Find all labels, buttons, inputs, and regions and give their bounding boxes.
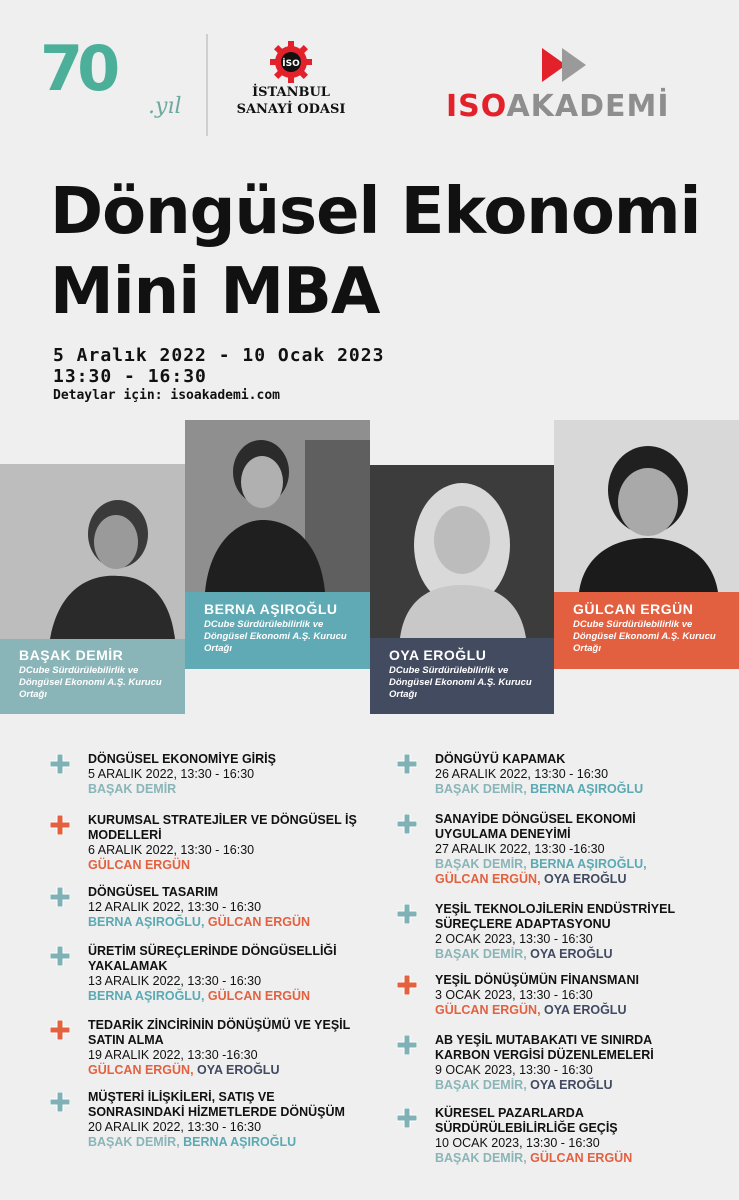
session-speaker-name: GÜLCAN ERGÜN <box>207 915 311 929</box>
session-title: KÜRESEL PAZARLARDA SÜRDÜRÜLEBİLİRLİĞE GEÇİŞ <box>435 1106 618 1135</box>
session-speaker-name: BAŞAK DEMİR <box>435 857 524 871</box>
session-speaker-name: GÜLCAN ERGÜN <box>207 989 311 1003</box>
akademi-logo-grey: AKADEMİ <box>506 89 670 124</box>
session-speaker-name: GÜLCAN ERGÜN <box>530 1151 633 1165</box>
session-speaker-name: BAŞAK DEMİR <box>435 782 524 796</box>
session-speaker-name: BERNA AŞIROĞLU <box>530 782 644 796</box>
page-title <box>50 172 700 332</box>
speaker-role: DCube Sürdürülebilirlik ve Döngüsel Ekonomi A.Ş. Kurucu Ortağı <box>389 665 532 700</box>
session-item <box>397 1033 697 1093</box>
speaker-name: BERNA AŞIROĞLU <box>204 601 338 617</box>
session-date: 13 ARALIK 2022, 13:30 - 16:30 <box>88 974 262 988</box>
seventieth-year-logo <box>40 32 190 133</box>
anniversary-suffix: .yıl <box>148 94 182 119</box>
session-speaker-name: BERNA AŞIROĞLU <box>88 989 201 1003</box>
speaker-photo-berna <box>185 420 370 592</box>
session-item <box>50 944 360 1004</box>
gear-text: İSO <box>282 59 300 69</box>
session-item <box>397 812 697 887</box>
session-speaker-name: OYA EROĞLU <box>544 872 627 886</box>
program-dates: 5 Aralık 2022 - 10 Ocak 2023 <box>53 345 385 366</box>
session-speakers: GÜLCAN ERGÜN, OYA EROĞLU <box>435 1003 627 1017</box>
title-line1: Döngüsel Ekonomi <box>50 175 701 249</box>
isoakademi-logo <box>446 44 686 134</box>
session-speaker-name: OYA EROĞLU <box>197 1063 280 1077</box>
plus-icon-orange <box>397 975 417 995</box>
plus-icon-orange <box>50 1020 70 1040</box>
session-speaker-name: BAŞAK DEMİR <box>88 782 177 796</box>
session-speaker-name: BAŞAK DEMİR <box>88 1135 177 1149</box>
speaker-name: OYA EROĞLU <box>389 647 487 663</box>
plus-icon-teal <box>50 754 70 774</box>
session-speaker-name: BERNA AŞIROĞLU <box>88 915 201 929</box>
session-speaker-name: OYA EROĞLU <box>530 947 613 961</box>
session-item <box>50 752 360 797</box>
session-speakers <box>88 782 360 797</box>
speaker-role: DCube Sürdürülebilirlik ve Döngüsel Ekonomi A.Ş. Kurucu Ortağı <box>573 619 716 654</box>
session-date: 6 ARALIK 2022, 13:30 - 16:30 <box>88 843 255 857</box>
session-speakers: BAŞAK DEMİR, OYA EROĞLU <box>435 947 613 961</box>
session-speaker-name: GÜLCAN ERGÜN <box>435 1003 538 1017</box>
program-time: 13:30 - 16:30 <box>53 366 207 387</box>
session-speaker-name: GÜLCAN ERGÜN <box>88 858 191 872</box>
plus-icon-teal <box>397 1108 417 1128</box>
session-title: YEŞİL TEKNOLOJİLERİN ENDÜSTRİYEL SÜREÇLERE ADAPTASYONU <box>435 902 675 931</box>
session-date: 3 OCAK 2023, 13:30 - 16:30 <box>435 988 593 1002</box>
session-item <box>397 1106 697 1166</box>
session-speaker-name: OYA EROĞLU <box>544 1003 627 1017</box>
session-speakers <box>88 858 360 873</box>
istanbul-sanayi-odasi-logo <box>226 40 356 130</box>
session-speaker-name: BAŞAK DEMİR <box>435 947 524 961</box>
session-date: 20 ARALIK 2022, 13:30 - 16:30 <box>88 1120 262 1134</box>
plus-icon-teal <box>397 754 417 774</box>
session-title: DÖNGÜYÜ KAPAMAK <box>435 752 566 766</box>
session-speaker-name: BERNA AŞIROĞLU <box>530 857 644 871</box>
plus-icon-teal <box>397 1035 417 1055</box>
session-speakers: BERNA AŞIROĞLU, GÜLCAN ERGÜN <box>88 915 311 929</box>
session-title: ÜRETİM SÜREÇLERİNDE DÖNGÜSELLİĞİ YAKALAMAK <box>88 944 337 973</box>
org-name-line2: SANAYİ ODASI <box>236 102 346 117</box>
session-item <box>50 885 360 930</box>
plus-icon-orange <box>50 815 70 835</box>
plus-icon-teal <box>397 904 417 924</box>
title-line2: Mini MBA <box>50 255 380 329</box>
session-speakers: BERNA AŞIROĞLU, GÜLCAN ERGÜN <box>88 989 311 1003</box>
org-name-line1: İSTANBUL <box>252 85 330 100</box>
session-title: YEŞİL DÖNÜŞÜMÜN FİNANSMANI <box>435 973 639 987</box>
akademi-logo-red: ISO <box>446 89 507 124</box>
session-speaker-name: BAŞAK DEMİR <box>435 1151 524 1165</box>
speaker-name: BAŞAK DEMİR <box>19 647 124 663</box>
speaker-card-gulcan <box>554 592 739 669</box>
session-speakers: BAŞAK DEMİR, OYA EROĞLU <box>435 1078 613 1092</box>
session-title: DÖNGÜSEL EKONOMİYE GİRİŞ <box>88 752 276 766</box>
session-speaker-name: BERNA AŞIROĞLU <box>183 1135 297 1149</box>
session-date: 9 OCAK 2023, 13:30 - 16:30 <box>435 1063 593 1077</box>
session-date: 5 ARALIK 2022, 13:30 - 16:30 <box>88 767 255 781</box>
session-date: 2 OCAK 2023, 13:30 - 16:30 <box>435 932 593 946</box>
session-title: DÖNGÜSEL TASARIM <box>88 885 219 899</box>
speaker-photo-gulcan <box>554 420 739 592</box>
session-speakers: BAŞAK DEMİR, GÜLCAN ERGÜN <box>435 1151 633 1165</box>
session-speaker-name: GÜLCAN ERGÜN <box>435 872 538 886</box>
speaker-role: DCube Sürdürülebilirlik ve Döngüsel Ekonomi A.Ş. Kurucu Ortağı <box>204 619 347 654</box>
session-speakers: GÜLCAN ERGÜN, OYA EROĞLU <box>88 1063 280 1077</box>
session-speaker-name: BAŞAK DEMİR <box>435 1078 524 1092</box>
anniversary-number: 70 <box>40 32 115 105</box>
session-title: TEDARİK ZİNCİRİNİN DÖNÜŞÜMÜ VE YEŞİL SATIN ALMA <box>88 1018 351 1047</box>
session-item <box>50 813 360 873</box>
plus-icon-teal <box>50 946 70 966</box>
gear-icon <box>269 40 313 84</box>
session-date: 12 ARALIK 2022, 13:30 - 16:30 <box>88 900 262 914</box>
session-title: SANAYİDE DÖNGÜSEL EKONOMİ UYGULAMA DENEYİMİ <box>435 812 636 841</box>
plus-icon-teal <box>50 1092 70 1112</box>
session-item <box>50 1090 360 1150</box>
speaker-photo-basak <box>0 464 185 639</box>
session-title: AB YEŞİL MUTABAKATI VE SINIRDA KARBON VERGİSİ DÜZENLEMELERİ <box>435 1033 654 1062</box>
session-date: 19 ARALIK 2022, 13:30 -16:30 <box>88 1048 258 1062</box>
session-speaker-name: GÜLCAN ERGÜN <box>88 1063 191 1077</box>
session-item <box>397 902 697 962</box>
session-speakers: BAŞAK DEMİR, BERNA AŞIROĞLU, GÜLCAN ERGÜN, OYA EROĞLU <box>435 857 647 886</box>
session-title: MÜŞTERİ İLİŞKİLERİ, SATIŞ VE SONRASINDAKİ HİZMETLERDE DÖNÜŞÜM <box>88 1090 345 1119</box>
session-date: 27 ARALIK 2022, 13:30 -16:30 <box>435 842 605 856</box>
session-speakers: BAŞAK DEMİR, BERNA AŞIROĞLU <box>435 782 644 796</box>
speaker-photo-oya <box>370 465 554 638</box>
logo-divider <box>206 34 208 136</box>
speaker-card-basak <box>0 639 185 714</box>
details-link[interactable]: Detaylar için: isoakademi.com <box>53 388 280 403</box>
session-item <box>397 752 697 797</box>
speaker-card-berna <box>185 592 370 669</box>
session-title: KURUMSAL STRATEJİLER VE DÖNGÜSEL İŞ MODELLERİ <box>88 813 357 842</box>
speaker-role: DCube Sürdürülebilirlik ve Döngüsel Ekonomi A.Ş. Kurucu Ortağı <box>19 665 162 700</box>
speaker-card-oya <box>370 638 554 714</box>
play-arrow-icon <box>542 48 588 82</box>
session-item <box>50 1018 360 1078</box>
plus-icon-teal <box>397 814 417 834</box>
session-speaker-name: OYA EROĞLU <box>530 1078 613 1092</box>
session-date: 10 OCAK 2023, 13:30 - 16:30 <box>435 1136 600 1150</box>
session-item <box>397 973 697 1018</box>
speaker-name: GÜLCAN ERGÜN <box>573 601 694 617</box>
plus-icon-teal <box>50 887 70 907</box>
session-speakers: BAŞAK DEMİR, BERNA AŞIROĞLU <box>88 1135 297 1149</box>
session-date: 26 ARALIK 2022, 13:30 - 16:30 <box>435 767 609 781</box>
